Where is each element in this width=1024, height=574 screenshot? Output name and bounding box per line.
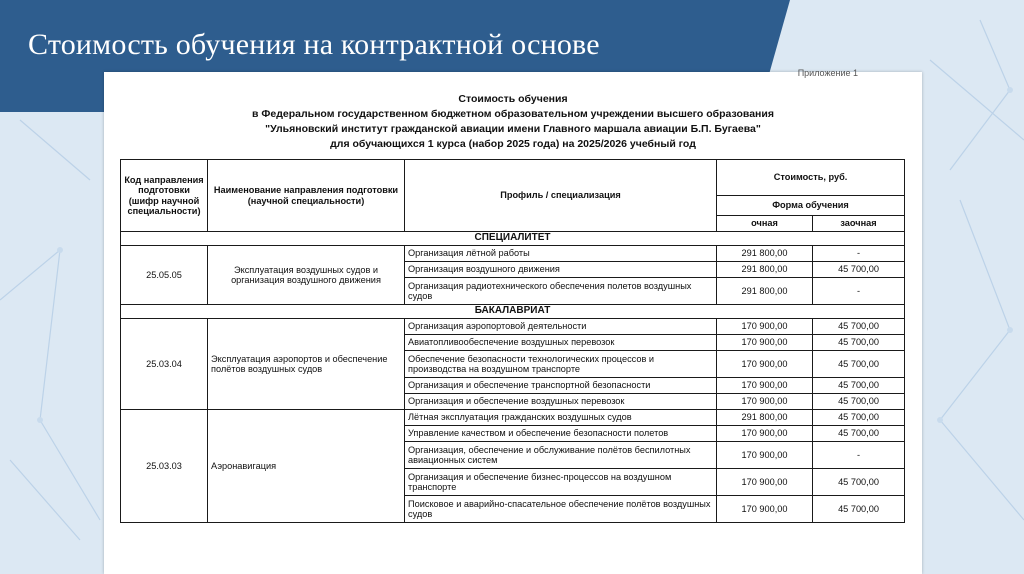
- fulltime-cost-cell: 170 900,00: [717, 394, 813, 410]
- heading-line: "Ульяновский институт гражданской авиации имени Главного маршала авиации Б.П. Бугаева": [265, 123, 761, 135]
- profile-cell: Организация и обеспечение воздушных перевозок: [405, 394, 717, 410]
- table-row: [121, 319, 905, 335]
- table-row: [121, 246, 905, 262]
- slide-title: Стоимость обучения на контрактной основе: [28, 28, 600, 61]
- header-code: Код направления подготовки (шифр научной специальности): [121, 160, 208, 232]
- fulltime-cost-cell: 170 900,00: [717, 496, 813, 523]
- profile-cell: Организация аэропортовой деятельности: [405, 319, 717, 335]
- fulltime-cost-cell: 170 900,00: [717, 442, 813, 469]
- parttime-cost-cell: -: [813, 246, 905, 262]
- section-title: СПЕЦИАЛИТЕТ: [121, 232, 905, 246]
- heading-line: для обучающихся 1 курса (набор 2025 года) на 2025/2026 учебный год: [330, 138, 696, 150]
- program-name: Аэронавигация: [208, 410, 405, 523]
- fulltime-cost-cell: 170 900,00: [717, 378, 813, 394]
- parttime-cost-cell: 45 700,00: [813, 469, 905, 496]
- parttime-cost-cell: 45 700,00: [813, 262, 905, 278]
- program-code: 25.03.03: [121, 410, 208, 523]
- section-title: БАКАЛАВРИАТ: [121, 305, 905, 319]
- header-cost: Стоимость, руб.: [717, 160, 905, 196]
- header-name: Наименование направления подготовки (научной специальности): [208, 160, 405, 232]
- appendix-label: Приложение 1: [797, 68, 858, 78]
- section-row: [121, 232, 905, 246]
- parttime-cost-cell: 45 700,00: [813, 394, 905, 410]
- parttime-cost-cell: 45 700,00: [813, 351, 905, 378]
- header-profile: Профиль / специализация: [405, 160, 717, 232]
- profile-cell: Авиатопливообеспечение воздушных перевозок: [405, 335, 717, 351]
- profile-cell: Поисковое и аварийно-спасательное обеспечение полётов воздушных судов: [405, 496, 717, 523]
- parttime-cost-cell: 45 700,00: [813, 335, 905, 351]
- fulltime-cost-cell: 291 800,00: [717, 410, 813, 426]
- fulltime-cost-cell: 291 800,00: [717, 246, 813, 262]
- profile-cell: Организация воздушного движения: [405, 262, 717, 278]
- table-body: [121, 232, 905, 523]
- profile-cell: Управление качеством и обеспечение безопасности полетов: [405, 426, 717, 442]
- header-fulltime: очная: [717, 216, 813, 232]
- fulltime-cost-cell: 170 900,00: [717, 469, 813, 496]
- document-heading: [104, 92, 922, 152]
- profile-cell: Организация лётной работы: [405, 246, 717, 262]
- profile-cell: Организация и обеспечение транспортной безопасности: [405, 378, 717, 394]
- heading-line: Стоимость обучения: [458, 93, 568, 105]
- parttime-cost-cell: 45 700,00: [813, 319, 905, 335]
- fulltime-cost-cell: 291 800,00: [717, 262, 813, 278]
- section-row: [121, 305, 905, 319]
- header-parttime: заочная: [813, 216, 905, 232]
- parttime-cost-cell: -: [813, 442, 905, 469]
- tuition-table: [120, 159, 905, 523]
- heading-line: в Федеральном государственном бюджетном образовательном учреждении высшего образования: [252, 108, 774, 120]
- parttime-cost-cell: -: [813, 278, 905, 305]
- fulltime-cost-cell: 170 900,00: [717, 351, 813, 378]
- fulltime-cost-cell: 170 900,00: [717, 335, 813, 351]
- program-name: Эксплуатация аэропортов и обеспечение полётов воздушных судов: [208, 319, 405, 410]
- fulltime-cost-cell: 291 800,00: [717, 278, 813, 305]
- profile-cell: Организация и обеспечение бизнес-процессов на воздушном транспорте: [405, 469, 717, 496]
- fulltime-cost-cell: 170 900,00: [717, 426, 813, 442]
- profile-cell: Организация, обеспечение и обслуживание полётов беспилотных авиационных систем: [405, 442, 717, 469]
- parttime-cost-cell: 45 700,00: [813, 410, 905, 426]
- parttime-cost-cell: 45 700,00: [813, 496, 905, 523]
- program-code: 25.03.04: [121, 319, 208, 410]
- document-sheet: [104, 68, 922, 574]
- profile-cell: Обеспечение безопасности технологических процессов и производства на воздушном транспорте: [405, 351, 717, 378]
- program-code: 25.05.05: [121, 246, 208, 305]
- profile-cell: Организация радиотехнического обеспечения полетов воздушных судов: [405, 278, 717, 305]
- program-name: Эксплуатация воздушных судов и организация воздушного движения: [208, 246, 405, 305]
- parttime-cost-cell: 45 700,00: [813, 426, 905, 442]
- fulltime-cost-cell: 170 900,00: [717, 319, 813, 335]
- header-form: Форма обучения: [717, 196, 905, 216]
- table-row: [121, 410, 905, 426]
- parttime-cost-cell: 45 700,00: [813, 378, 905, 394]
- profile-cell: Лётная эксплуатация гражданских воздушных судов: [405, 410, 717, 426]
